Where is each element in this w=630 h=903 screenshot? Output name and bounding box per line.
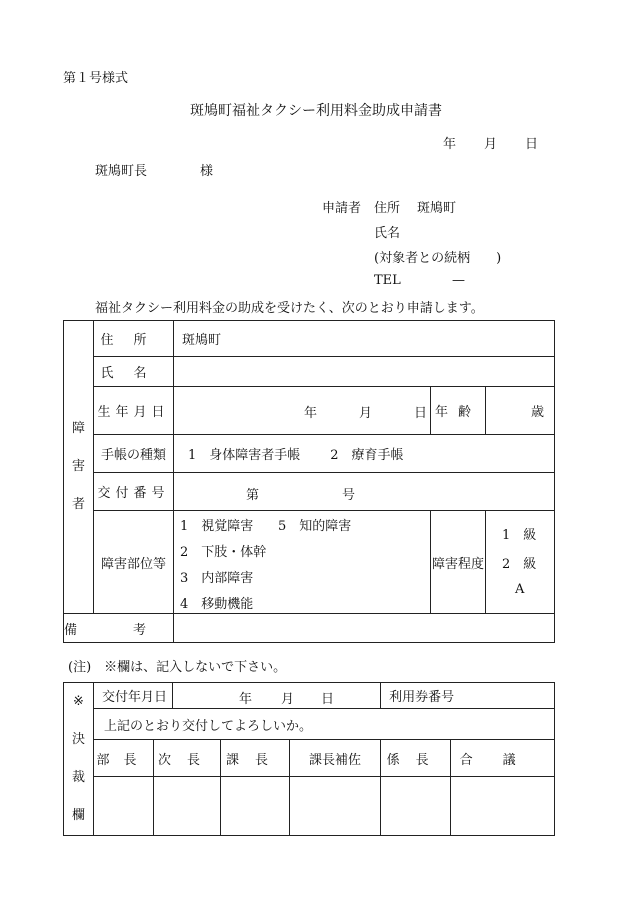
statement-text: 福祉タクシー利用料金の助成を受けたく、次のとおり申請します。 xyxy=(95,301,484,316)
birth-label: 生年月日 xyxy=(94,387,174,435)
date-month: 月 xyxy=(484,137,498,152)
parts-label: 障害部位等 xyxy=(94,511,174,614)
applicant-label: 申請者 xyxy=(322,201,362,216)
notebook-label: 手帳の種類 xyxy=(94,435,174,473)
stamp-jicho[interactable] xyxy=(154,777,221,836)
role-kacho-hosa: 課長補佐 xyxy=(290,740,381,777)
parts-list[interactable]: 1 視覚障害 5 知的障害 2 下肢・体幹 3 内部障害 4 移動機能 xyxy=(174,511,431,614)
name-label: 氏名 xyxy=(94,357,174,387)
applicant-name-label: 氏名 xyxy=(374,226,401,241)
stamp-bucho[interactable] xyxy=(94,777,154,836)
role-aigi: 合議 xyxy=(451,740,555,777)
applicant-tel-dash: — xyxy=(452,273,465,288)
applicant-address-label: 住所 xyxy=(374,201,401,216)
address-label: 住所 xyxy=(94,321,174,357)
issue-date-field[interactable]: 年 月 日 xyxy=(173,683,381,709)
addressee-honorific: 様 xyxy=(200,164,214,179)
applicant-tel-label: TEL xyxy=(374,273,401,288)
stamp-kacho-hosa[interactable] xyxy=(290,777,381,836)
role-kacho: 課長 xyxy=(221,740,290,777)
notebook-options[interactable]: 1 身体障害者手帳 2 療育手帳 xyxy=(174,435,555,473)
remarks-field[interactable] xyxy=(174,614,555,643)
degree-label: 障害程度 xyxy=(431,511,486,614)
form-number: 第１号様式 xyxy=(63,71,129,86)
date-year: 年 xyxy=(443,137,457,152)
age-label: 年齢 xyxy=(431,387,486,435)
address-field[interactable]: 斑鳩町 xyxy=(174,321,555,357)
issue-date-label: 交付年月日 xyxy=(94,683,173,709)
decision-side-label: ※ 決 裁 欄 xyxy=(64,683,94,836)
applicant-address-value: 斑鳩町 xyxy=(417,201,457,216)
role-jicho: 次長 xyxy=(154,740,221,777)
note-text: (注) ※欄は、記入しないで下さい。 xyxy=(68,660,287,675)
disabled-person-table xyxy=(63,320,555,643)
applicant-relation-label: (対象者との続柄 ) xyxy=(374,251,502,266)
date-day: 日 xyxy=(525,137,539,152)
stamp-kakaricho[interactable] xyxy=(381,777,451,836)
role-bucho: 部長 xyxy=(94,740,154,777)
stamp-kacho[interactable] xyxy=(221,777,290,836)
stamp-aigi[interactable] xyxy=(451,777,555,836)
issue-number-field[interactable]: 第 号 xyxy=(174,473,555,511)
role-kakaricho: 係長 xyxy=(381,740,451,777)
addressee-name: 斑鳩町長 xyxy=(95,164,148,179)
age-field[interactable]: 歳 xyxy=(486,387,555,435)
birth-field[interactable]: 年 月 日 xyxy=(174,387,431,435)
disabled-side-label: 障 害 者 xyxy=(64,321,94,614)
name-field[interactable] xyxy=(174,357,555,387)
remarks-label: 備考 xyxy=(64,614,174,643)
issue-number-label: 交付番号 xyxy=(94,473,174,511)
decision-table xyxy=(63,682,555,836)
ticket-number-label: 利用券番号 xyxy=(381,683,555,709)
degree-options[interactable]: 1 級 2 級 A xyxy=(486,511,555,614)
document-title: 斑鳩町福祉タクシー利用料金助成申請書 xyxy=(190,103,442,119)
approval-text: 上記のとおり交付してよろしいか。 xyxy=(94,709,555,740)
